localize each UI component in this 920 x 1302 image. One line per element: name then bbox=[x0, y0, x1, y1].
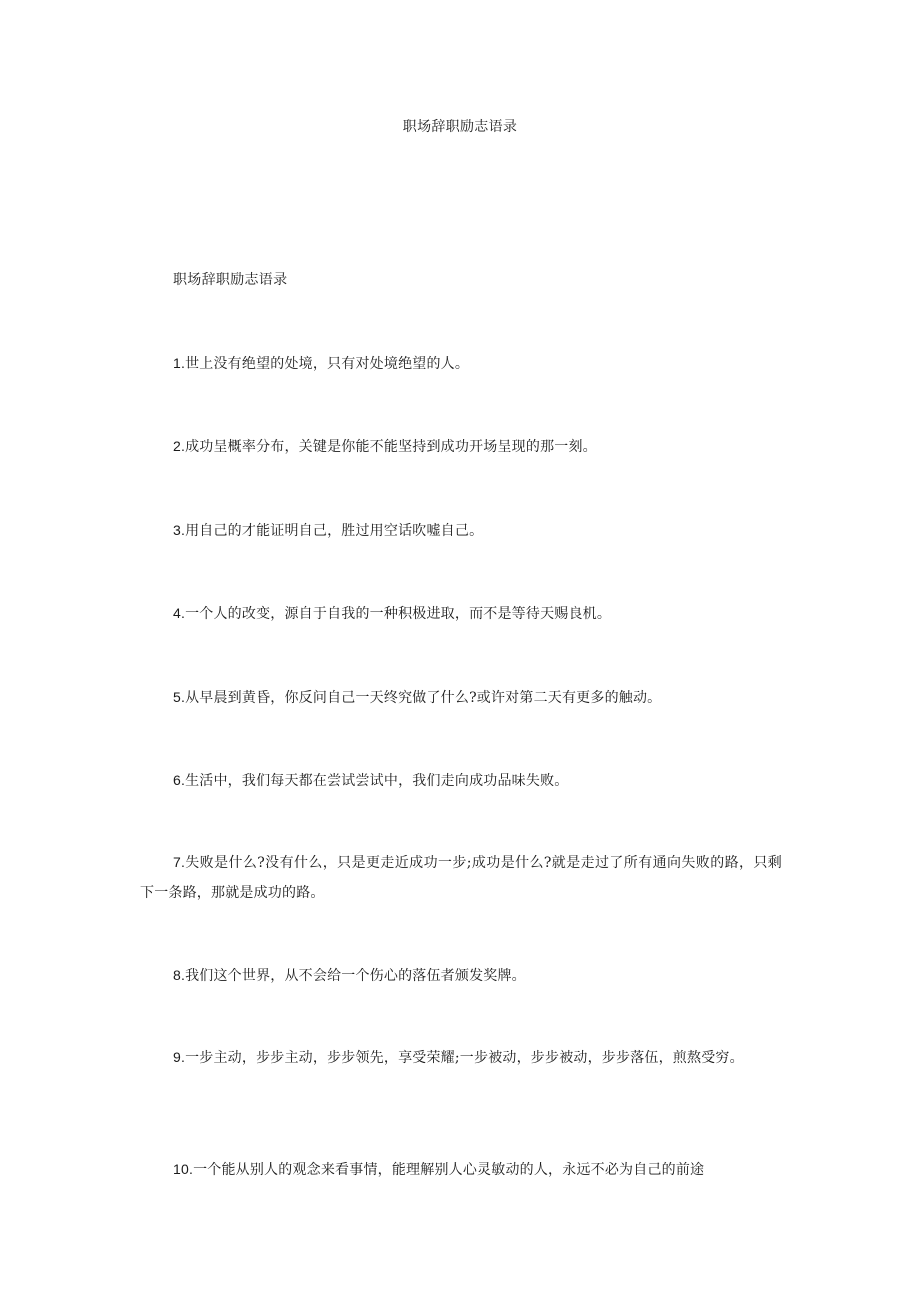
quote-item bbox=[140, 765, 782, 796]
quote-number: 8. bbox=[173, 967, 186, 983]
quote-item bbox=[140, 1154, 782, 1185]
quote-item bbox=[140, 598, 782, 629]
quote-text: 一步主动，步步主动，步步领先，享受荣耀;一步被动，步步被动，步步落伍，煎熬受穷。 bbox=[185, 1050, 744, 1066]
quote-number: 6. bbox=[173, 772, 186, 788]
quote-text: 世上没有绝望的处境，只有对处境绝望的人。 bbox=[185, 356, 470, 372]
quote-text: 一个人的改变，源自于自我的一种积极进取，而不是等待天赐良机。 bbox=[185, 606, 612, 622]
quote-text: 失败是什么?没有什么，只是更走近成功一步;成功是什么?就是走过了所有通向失败的路，只剩下一条路，那就是成功的路。 bbox=[140, 855, 782, 901]
quote-item bbox=[140, 847, 782, 908]
quote-item bbox=[140, 348, 782, 379]
quote-number: 10. bbox=[173, 1161, 194, 1177]
quote-text: 一个能从别人的观念来看事情，能理解别人心灵敏动的人，永远不必为自己的前途 bbox=[193, 1162, 705, 1178]
quote-number: 7. bbox=[173, 854, 186, 870]
quote-number: 3. bbox=[173, 522, 186, 538]
quote-text: 成功呈概率分布，关键是你能不能坚持到成功开场呈现的那一刻。 bbox=[185, 439, 597, 455]
quote-item bbox=[140, 960, 782, 991]
quote-number: 2. bbox=[173, 438, 186, 454]
quote-number: 1. bbox=[173, 355, 186, 371]
quote-text: 生活中，我们每天都在尝试尝试中，我们走向成功品味失败。 bbox=[185, 773, 569, 789]
document-title: 职场辞职励志语录 bbox=[402, 119, 518, 135]
quote-text: 用自己的才能证明自己，胜过用空话吹嘘自己。 bbox=[185, 523, 484, 539]
quote-number: 5. bbox=[173, 689, 186, 705]
section-title: 职场辞职励志语录 bbox=[173, 272, 288, 288]
quote-text: 我们这个世界，从不会给一个伤心的落伍者颁发奖牌。 bbox=[185, 968, 526, 984]
quote-number: 4. bbox=[173, 605, 186, 621]
quote-item bbox=[140, 1042, 782, 1073]
quote-item bbox=[140, 431, 782, 462]
quote-number: 9. bbox=[173, 1049, 186, 1065]
quote-text: 从早晨到黄昏，你反问自己一天终究做了什么?或许对第二天有更多的触动。 bbox=[185, 690, 662, 706]
quote-item bbox=[140, 682, 782, 713]
quote-item bbox=[140, 515, 782, 546]
